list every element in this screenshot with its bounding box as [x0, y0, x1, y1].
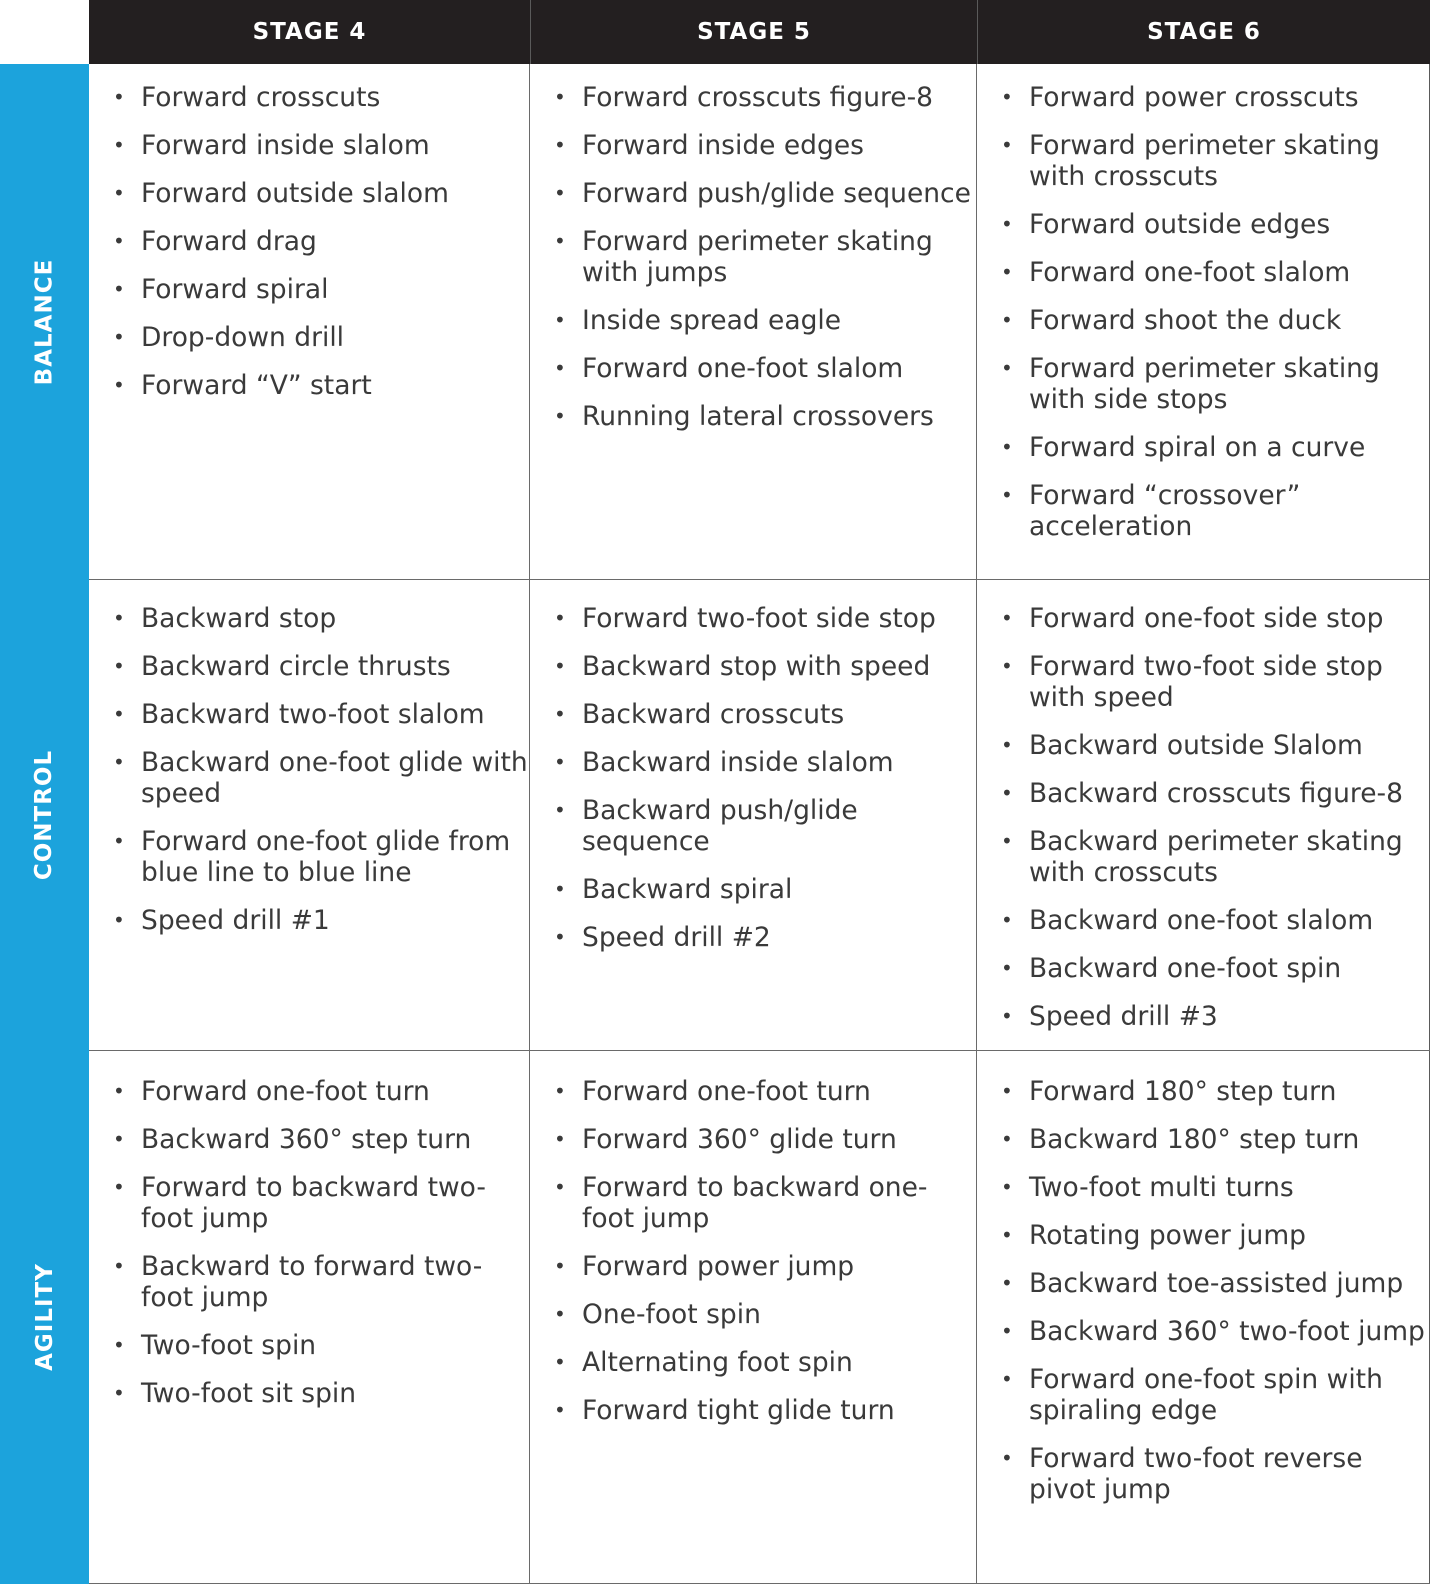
skill-item: • Forward outside edges	[977, 209, 1430, 240]
skill-item: • Speed drill #1	[89, 905, 529, 936]
skill-item: • Forward “crossover” acceleration	[977, 480, 1430, 542]
column-header-stage-4: STAGE 4	[252, 19, 367, 45]
skill-item: • Backward 360° step turn	[89, 1124, 529, 1155]
skill-item: • Backward two-foot slalom	[89, 699, 529, 730]
skill-list	[89, 1076, 529, 1409]
skill-item: • Running lateral crossovers	[530, 401, 976, 432]
skill-item: • Forward one-foot spin with spiraling edge	[977, 1364, 1430, 1426]
skill-item: • Forward one-foot slalom	[530, 353, 976, 384]
skill-item: • Two-foot spin	[89, 1330, 529, 1361]
skill-item: • Drop-down drill	[89, 322, 529, 353]
skill-item: • Alternating foot spin	[530, 1347, 976, 1378]
skill-list	[530, 82, 976, 432]
skill-item: • Backward one-foot spin	[977, 953, 1430, 984]
skill-item: • Two-foot sit spin	[89, 1378, 529, 1409]
skill-item: • Backward outside Slalom	[977, 730, 1430, 761]
cell-balance-stage-5	[530, 82, 976, 449]
skill-list	[977, 603, 1430, 1032]
skill-item: • Forward one-foot turn	[530, 1076, 976, 1107]
skill-list	[977, 1076, 1430, 1505]
skill-list	[530, 603, 976, 953]
skill-item: • Forward 360° glide turn	[530, 1124, 976, 1155]
row-divider	[89, 1050, 1430, 1051]
skills-grid	[89, 64, 1430, 1584]
skill-item: • Forward to backward two-foot jump	[89, 1172, 529, 1234]
skill-item: • Forward one-foot glide from blue line to blue line	[89, 826, 529, 888]
skill-item: • Backward one-foot slalom	[977, 905, 1430, 936]
skill-item: • Backward toe-assisted jump	[977, 1268, 1430, 1299]
skill-list	[530, 1076, 976, 1426]
cell-agility-stage-4	[89, 1076, 529, 1426]
skill-item: • Forward two-foot side stop with speed	[977, 651, 1430, 713]
skill-item: • One-foot spin	[530, 1299, 976, 1330]
skill-item: • Forward inside slalom	[89, 130, 529, 161]
skill-item: • Forward “V” start	[89, 370, 529, 401]
skill-item: • Rotating power jump	[977, 1220, 1430, 1251]
skill-item: • Forward two-foot reverse pivot jump	[977, 1443, 1430, 1505]
cell-balance-stage-6	[977, 82, 1430, 559]
skill-item: • Forward crosscuts figure-8	[530, 82, 976, 113]
skill-item: • Forward perimeter skating with crosscuts	[977, 130, 1430, 192]
skill-item: • Backward 180° step turn	[977, 1124, 1430, 1155]
row-label-balance: BALANCE	[31, 258, 58, 385]
skill-item: • Speed drill #3	[977, 1001, 1430, 1032]
skill-item: • Backward crosscuts figure-8	[977, 778, 1430, 809]
cell-agility-stage-6	[977, 1076, 1430, 1522]
column-header-stage-6: STAGE 6	[977, 0, 1430, 64]
row-label-control: CONTROL	[31, 749, 58, 880]
skill-list	[89, 82, 529, 401]
skill-item: • Forward shoot the duck	[977, 305, 1430, 336]
row-label-agility: AGILITY	[31, 1263, 58, 1371]
skill-item: • Forward power jump	[530, 1251, 976, 1282]
skill-item: • Forward inside edges	[530, 130, 976, 161]
skill-item: • Forward drag	[89, 226, 529, 257]
skill-list	[89, 603, 529, 936]
skill-item: • Forward perimeter skating with jumps	[530, 226, 976, 288]
skill-item: • Backward inside slalom	[530, 747, 976, 778]
skill-item: • Forward to backward one-foot jump	[530, 1172, 976, 1234]
cell-agility-stage-5	[530, 1076, 976, 1443]
skill-item: • Backward one-foot glide with speed	[89, 747, 529, 809]
skill-item: • Backward stop with speed	[530, 651, 976, 682]
column-header-stage-5: STAGE 5	[530, 0, 977, 64]
skill-item: • Forward crosscuts	[89, 82, 529, 113]
skill-item: • Backward perimeter skating with crosscuts	[977, 826, 1430, 888]
skill-item: • Forward spiral on a curve	[977, 432, 1430, 463]
skill-item: • Backward 360° two-foot jump	[977, 1316, 1430, 1347]
skill-item: • Inside spread eagle	[530, 305, 976, 336]
skill-item: • Forward outside slalom	[89, 178, 529, 209]
skill-item: • Backward to forward two-foot jump	[89, 1251, 529, 1313]
cell-control-stage-6	[977, 603, 1430, 1049]
skill-item: • Backward spiral	[530, 874, 976, 905]
cell-balance-stage-4	[89, 82, 529, 418]
skill-item: • Speed drill #2	[530, 922, 976, 953]
skill-item: • Forward tight glide turn	[530, 1395, 976, 1426]
skill-item: • Forward two-foot side stop	[530, 603, 976, 634]
skill-item: • Forward one-foot side stop	[977, 603, 1430, 634]
skill-item: • Forward spiral	[89, 274, 529, 305]
skill-item: • Backward crosscuts	[530, 699, 976, 730]
skill-item: • Forward one-foot turn	[89, 1076, 529, 1107]
skill-item: • Forward power crosscuts	[977, 82, 1430, 113]
skill-item: • Two-foot multi turns	[977, 1172, 1430, 1203]
skill-item: • Backward push/glide sequence	[530, 795, 976, 857]
skill-list	[977, 82, 1430, 542]
cell-control-stage-4	[89, 603, 529, 953]
skill-item: • Forward push/glide sequence	[530, 178, 976, 209]
skill-item: • Backward stop	[89, 603, 529, 634]
skill-item: • Forward 180° step turn	[977, 1076, 1430, 1107]
skill-item: • Backward circle thrusts	[89, 651, 529, 682]
skill-item: • Forward one-foot slalom	[977, 257, 1430, 288]
cell-control-stage-5	[530, 603, 976, 970]
row-divider	[89, 579, 1430, 580]
skill-item: • Forward perimeter skating with side stops	[977, 353, 1430, 415]
stage-header-row	[89, 0, 1430, 64]
